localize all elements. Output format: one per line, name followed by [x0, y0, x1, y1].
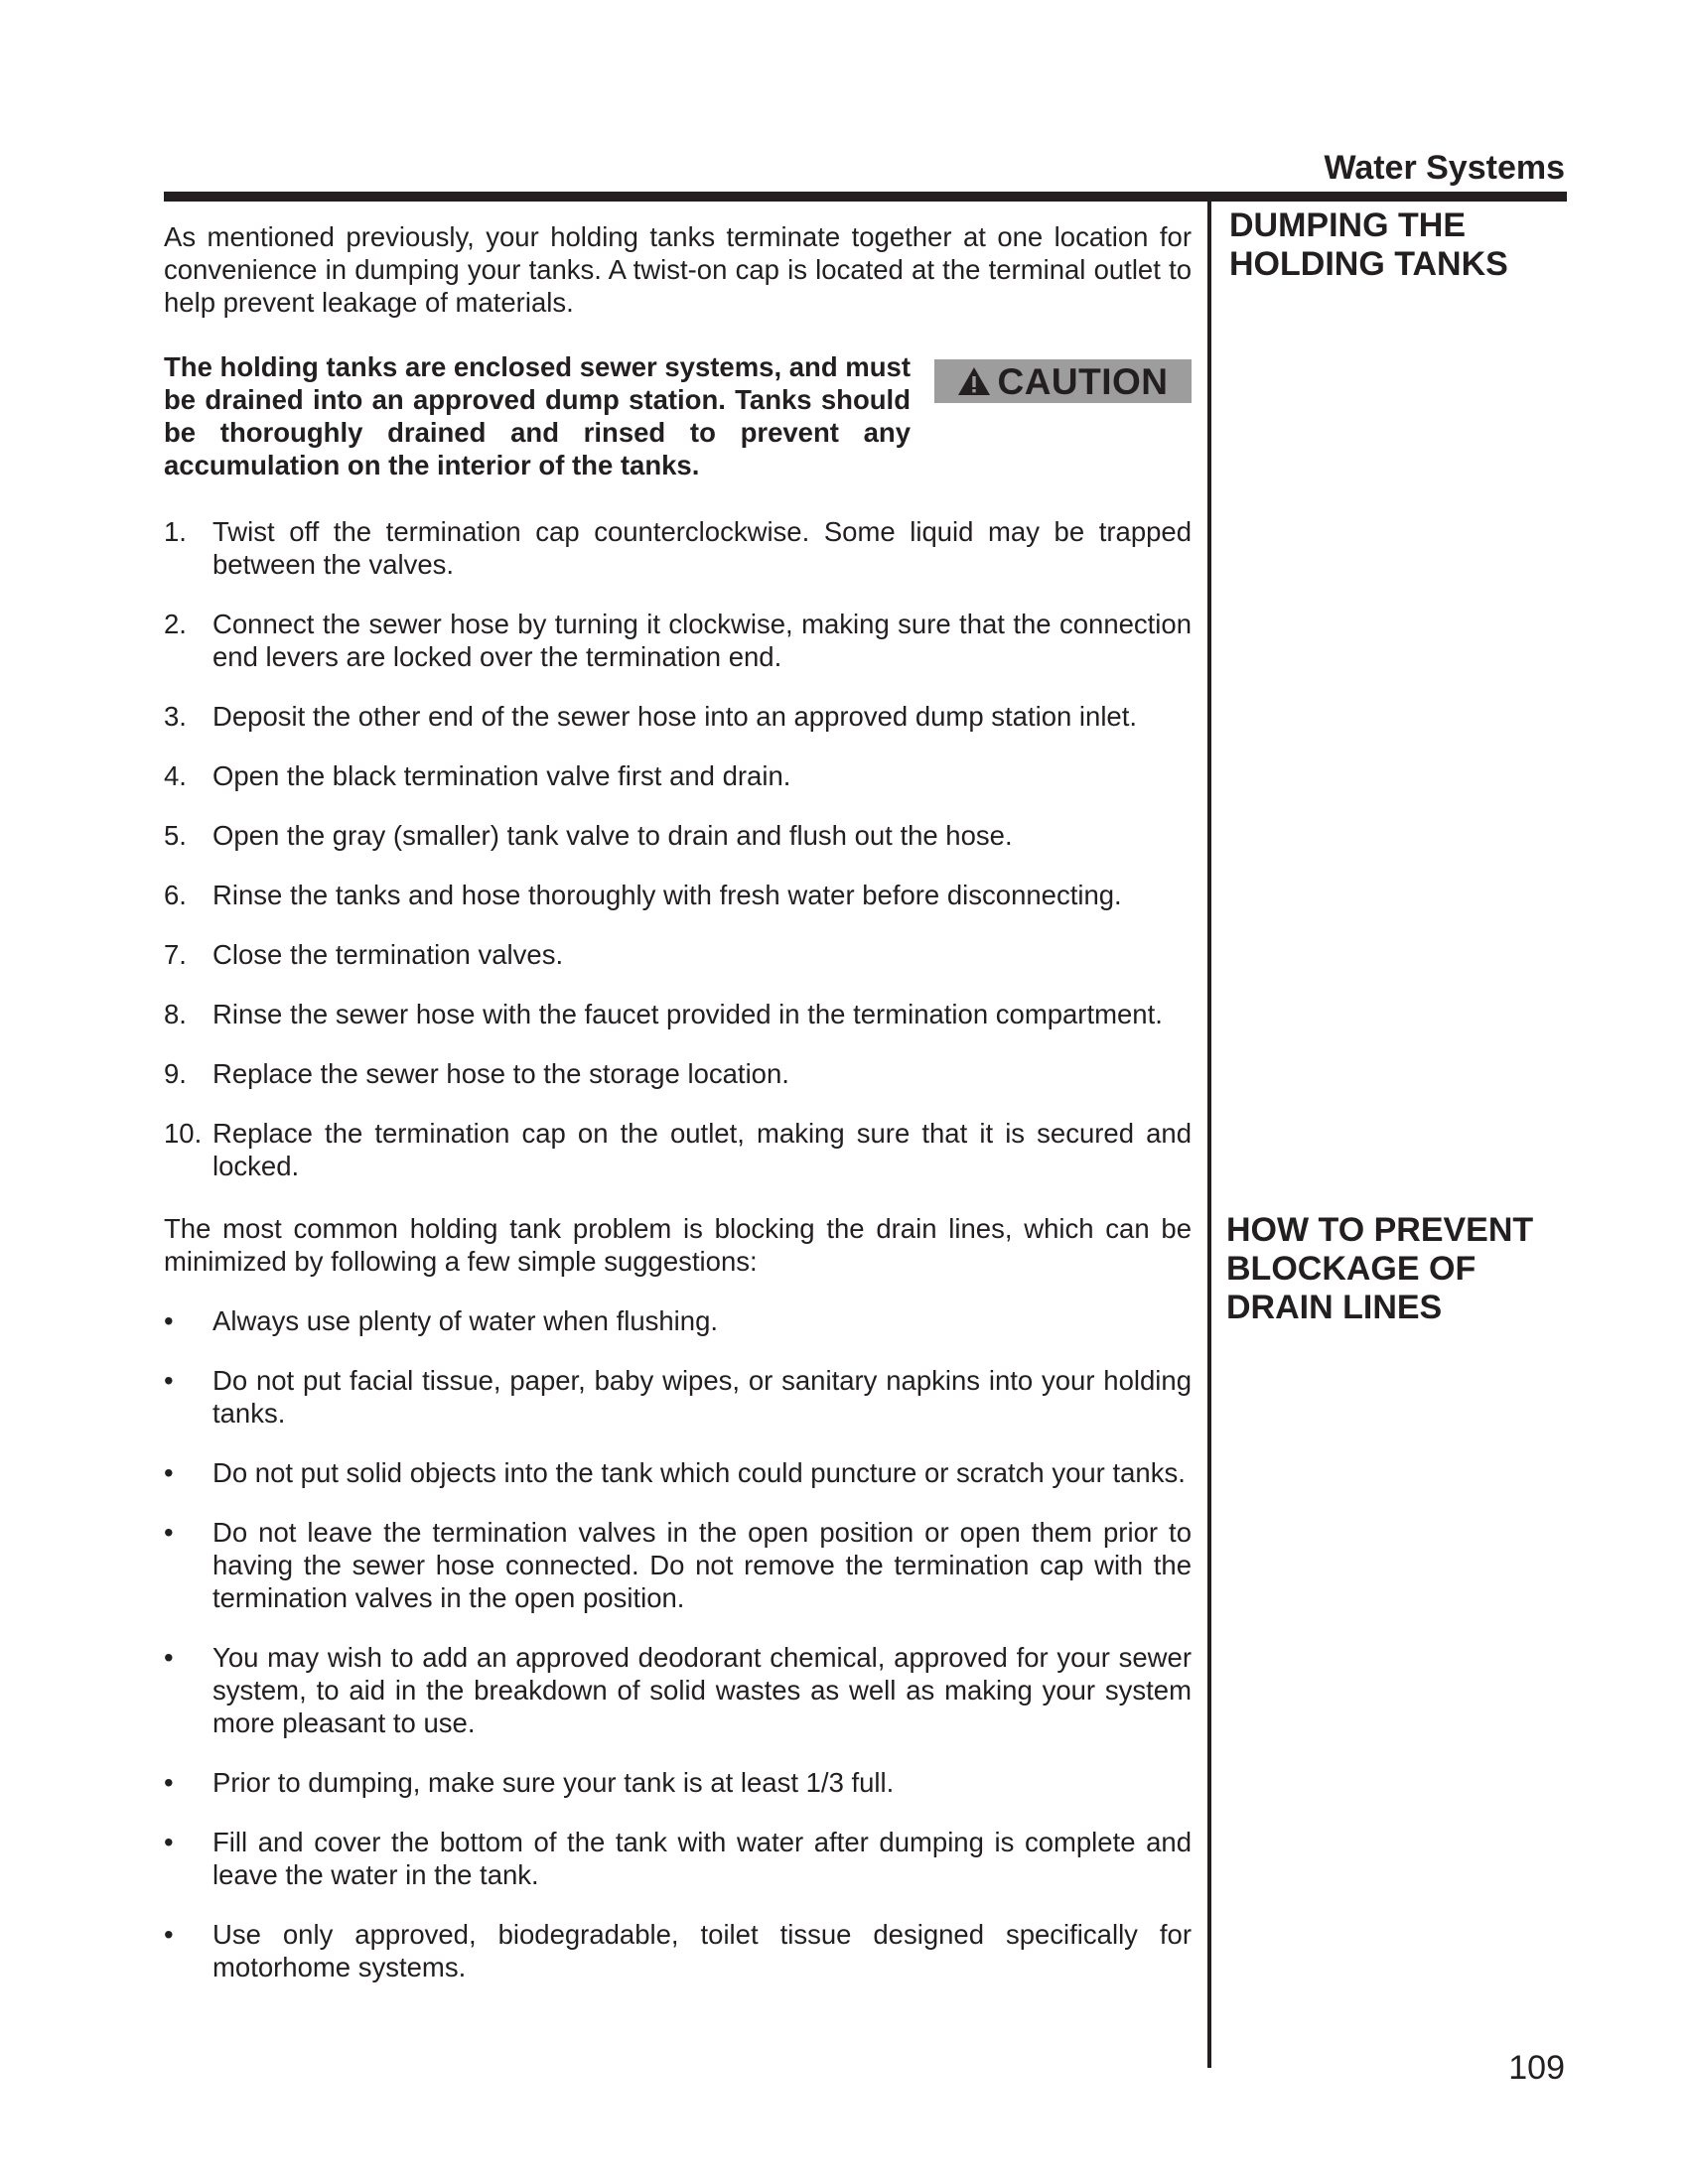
tip-text: Fill and cover the bottom of the tank with water after dumping is complete and leave the water in the tank.: [212, 1827, 1192, 1890]
list-item: [164, 1117, 1192, 1182]
warning-triangle-icon: [957, 366, 991, 396]
list-item: [164, 1641, 1192, 1739]
list-item: [164, 1456, 1192, 1489]
tip-text: Prior to dumping, make sure your tank is at least 1/3 full.: [212, 1767, 895, 1798]
step-text: Replace the termination cap on the outlet, making sure that it is secured and locked.: [212, 1118, 1192, 1181]
list-item: [164, 998, 1192, 1030]
step-text: Deposit the other end of the sewer hose into an approved dump station inlet.: [212, 701, 1138, 732]
tip-text: Do not put facial tissue, paper, baby wipes, or sanitary napkins into your holding tanks.: [212, 1365, 1192, 1429]
step-text: Open the gray (smaller) tank valve to drain and flush out the hose.: [212, 820, 1013, 851]
tip-text: Do not leave the termination valves in the open position or open them prior to having the sewer hose connected. Do not remove the termination cap with the termination valves in the open position.: [212, 1517, 1192, 1613]
sidebar-heading-blockage: HOW TO PREVENT BLOCKAGE OF DRAIN LINES: [1226, 1211, 1534, 1326]
step-number: 6.: [164, 880, 187, 910]
list-item: [164, 700, 1192, 733]
caution-block: [164, 346, 1192, 480]
bullet: •: [164, 1457, 174, 1488]
list-item: [164, 759, 1192, 792]
list-item: [164, 1057, 1192, 1090]
caution-label: CAUTION: [997, 360, 1169, 402]
bullet: •: [164, 1517, 174, 1548]
list-item: [164, 1766, 1192, 1799]
bullet: •: [164, 1919, 174, 1950]
step-number: 1.: [164, 516, 187, 547]
step-text: Close the termination valves.: [212, 939, 564, 970]
tip-text: Do not put solid objects into the tank which could puncture or scratch your tanks.: [212, 1457, 1186, 1488]
tip-text: Always use plenty of water when flushing.: [212, 1305, 719, 1336]
step-number: 8.: [164, 999, 187, 1029]
list-item: [164, 1364, 1192, 1430]
blockage-tips-list: [164, 1304, 1192, 1983]
list-item: [164, 608, 1192, 673]
step-text: Open the black termination valve first and drain.: [212, 760, 791, 791]
list-item: [164, 879, 1192, 911]
column-divider: [1207, 202, 1211, 2068]
step-number: 4.: [164, 760, 187, 791]
main-content: [164, 220, 1192, 2010]
bullet: •: [164, 1642, 174, 1673]
list-item: [164, 1516, 1192, 1614]
step-text: Connect the sewer hose by turning it clockwise, making sure that the connection end levers are locked over the termination end.: [212, 609, 1192, 672]
bullet: •: [164, 1305, 174, 1336]
bullet: •: [164, 1767, 174, 1798]
list-item: [164, 1304, 1192, 1337]
step-number: 5.: [164, 820, 187, 851]
list-item: [164, 938, 1192, 971]
step-number: 3.: [164, 701, 187, 732]
step-number: 9.: [164, 1058, 187, 1089]
list-item: [164, 1826, 1192, 1891]
blockage-intro-paragraph: The most common holding tank problem is blocking the drain lines, which can be minimized by following a few simple suggestions:: [164, 1213, 1192, 1277]
step-number: 7.: [164, 939, 187, 970]
tip-text: You may wish to add an approved deodorant chemical, approved for your sewer system, to aid in the breakdown of solid wastes as well as making your system more pleasant to use.: [212, 1642, 1192, 1738]
caution-badge: [934, 359, 1192, 403]
list-item: [164, 819, 1192, 852]
step-text: Rinse the sewer hose with the faucet provided in the termination compartment.: [212, 999, 1163, 1029]
step-text: Twist off the termination cap counterclockwise. Some liquid may be trapped between the valves.: [212, 516, 1192, 580]
list-item: [164, 515, 1192, 581]
bullet: •: [164, 1365, 174, 1396]
list-item: [164, 1918, 1192, 1983]
tip-text: Use only approved, biodegradable, toilet tissue designed specifically for motorhome systems.: [212, 1919, 1192, 1982]
header-rule: [164, 192, 1567, 202]
step-number: 10.: [164, 1118, 203, 1149]
intro-paragraph: As mentioned previously, your holding tanks terminate together at one location for convenience in dumping your tanks. A twist-on cap is located at the terminal outlet to help prevent leakage of materials.: [164, 221, 1192, 318]
sidebar-heading-dumping: DUMPING THE HOLDING TANKS: [1229, 206, 1508, 283]
dumping-steps-list: [164, 515, 1192, 1182]
caution-text: The holding tanks are enclosed sewer systems, and must be drained into an approved dump station. Tanks should be thoroughly drained and rinsed to prevent any accumulation on the interior of the tanks.: [164, 351, 911, 480]
step-text: Rinse the tanks and hose thoroughly with fresh water before disconnecting.: [212, 880, 1122, 910]
bullet: •: [164, 1827, 174, 1857]
section-title: Water Systems: [1324, 149, 1565, 187]
step-number: 2.: [164, 609, 187, 639]
page-number: 109: [1508, 2049, 1565, 2087]
step-text: Replace the sewer hose to the storage location.: [212, 1058, 789, 1089]
